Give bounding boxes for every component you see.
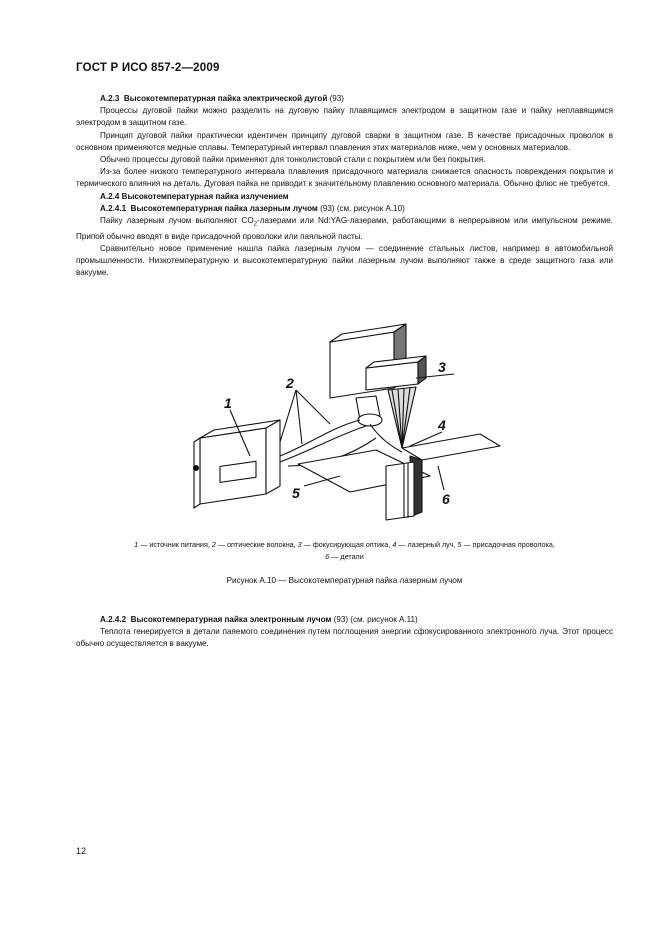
- figure-caption: Рисунок А.10 — Высокотемпературная пайка лазерным лучом: [226, 576, 463, 585]
- heading-a23: А.2.3 Высокотемпературная пайка электрической дугой (93): [100, 94, 344, 103]
- paragraph: Процессы дуговой пайки можно разделить на дуговую пайку плавящимся электродом в защитном газе и пайку неплавящимся электродом в защитном газе.: [76, 106, 613, 128]
- callout-1: 1: [224, 395, 232, 411]
- callout-5: 5: [292, 485, 300, 501]
- callout-4: 4: [438, 417, 446, 433]
- paragraph: Сравнительно новое применение нашла пайка лазерным лучом — соединение стальных листов, например в автомобильной промышленности. Низкотемпературную и высокотемпературную пайки лазерным лучом выполняют также в среде защитного газа или вакууме.: [76, 244, 613, 278]
- callout-2: 2: [286, 375, 294, 391]
- paragraph: Из-за более низкого температурного интервала плавления присадочного материала снижается опасность повреждения покрытия и термического влияния на деталь. Дуговая пайка не приводит к значительному плавлению основного материала. Обычно флюс не требуется.: [76, 167, 613, 189]
- heading-a24: А.2.4 Высокотемпературная пайка излучением: [100, 191, 289, 201]
- page-number: 12: [76, 846, 87, 856]
- heading-a242: А.2.4.2 Высокотемпературная пайка электронным лучом (93) (см. рисунок А.11): [100, 615, 418, 624]
- heading-a241: А.2.4.1 Высокотемпературная пайка лазерным лучом (93) (см. рисунок А.10): [100, 203, 405, 213]
- callout-3: 3: [438, 359, 446, 375]
- section-electron-beam: [76, 614, 613, 651]
- section-arc-brazing: [76, 93, 613, 280]
- figure-legend: 1 — источник питания, 2 — оптические волокна, 3 — фокусирующая оптика, 4 — лазерный луч, 5 — присадочная проволока, 6 — детали: [134, 540, 555, 561]
- paragraph: Принцип дуговой пайки практически идентичен принципу дуговой сварки в защитном газе. В качестве присадочных проволок в основном применяются медные сплавы. Температурный интервал плавления этих материалов ниже, чем у основных материалов.: [76, 130, 613, 152]
- figure-laser-brazing: [180, 316, 520, 521]
- paragraph: Теплота генерируется в детали паяемого соединения путем поглощения энергии сфокусированного электронного луча. Этот процесс обычно осуществляется в вакууме.: [76, 627, 613, 649]
- paragraph: Пайку лазерным лучом выполняют $CO_2$-лазерами или Nd:YAG-лазерами, работающими в непрерывном или импульсном режиме. Припой обычно вводят в виде присадочной проволоки или паяльной пасты.: [76, 216, 613, 241]
- callout-6: 6: [442, 491, 450, 507]
- paragraph: Обычно процессы дуговой пайки применяют для тонколистовой стали с покрытием или без покрытия.: [100, 155, 486, 165]
- document-header: ГОСТ Р ИСО 857-2—2009: [76, 62, 220, 74]
